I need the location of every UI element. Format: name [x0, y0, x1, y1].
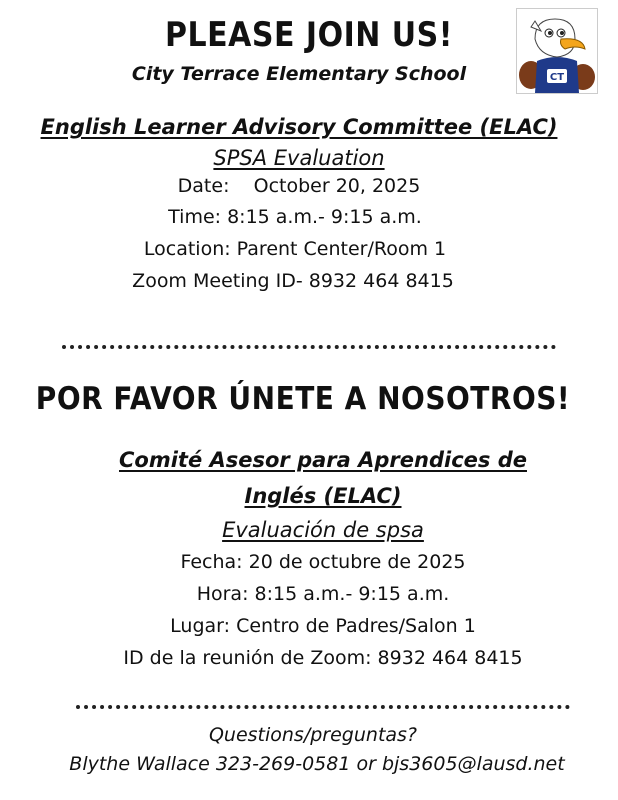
english-time: Time: 8:15 a.m.- 9:15 a.m.	[168, 206, 422, 228]
footer-divider	[76, 705, 570, 709]
section-divider	[62, 345, 556, 349]
english-committee-title: English Learner Advisory Committee (ELAC)	[40, 115, 558, 139]
spanish-headline: POR FAVOR ÚNETE A NOSOTROS!	[35, 380, 571, 417]
questions-label: Questions/preguntas?	[208, 724, 418, 746]
spanish-date: Fecha: 20 de octubre de 2025	[180, 551, 466, 573]
english-subtitle: SPSA Evaluation	[213, 146, 385, 170]
mascot-jersey-text: CT	[549, 72, 565, 83]
spanish-committee-title-line1: Comité Asesor para Aprendices de	[119, 448, 527, 472]
spanish-subtitle: Evaluación de spsa	[222, 518, 424, 542]
english-zoom-id: Zoom Meeting ID- 8932 464 8415	[132, 270, 454, 292]
spanish-zoom-id: ID de la reunión de Zoom: 8932 464 8415	[123, 647, 523, 669]
spanish-location: Lugar: Centro de Padres/Salon 1	[170, 615, 476, 637]
page-headline: PLEASE JOIN US!	[165, 15, 453, 56]
contact-info: Blythe Wallace 323-269-0581 or bjs3605@lausd.net	[69, 753, 565, 775]
english-location: Location: Parent Center/Room 1	[143, 238, 447, 260]
school-name: City Terrace Elementary School	[131, 63, 467, 85]
spanish-time: Hora: 8:15 a.m.- 9:15 a.m.	[196, 583, 450, 605]
english-date: Date: October 20, 2025	[177, 175, 421, 197]
spanish-committee-title-line2: Inglés (ELAC)	[244, 484, 402, 508]
